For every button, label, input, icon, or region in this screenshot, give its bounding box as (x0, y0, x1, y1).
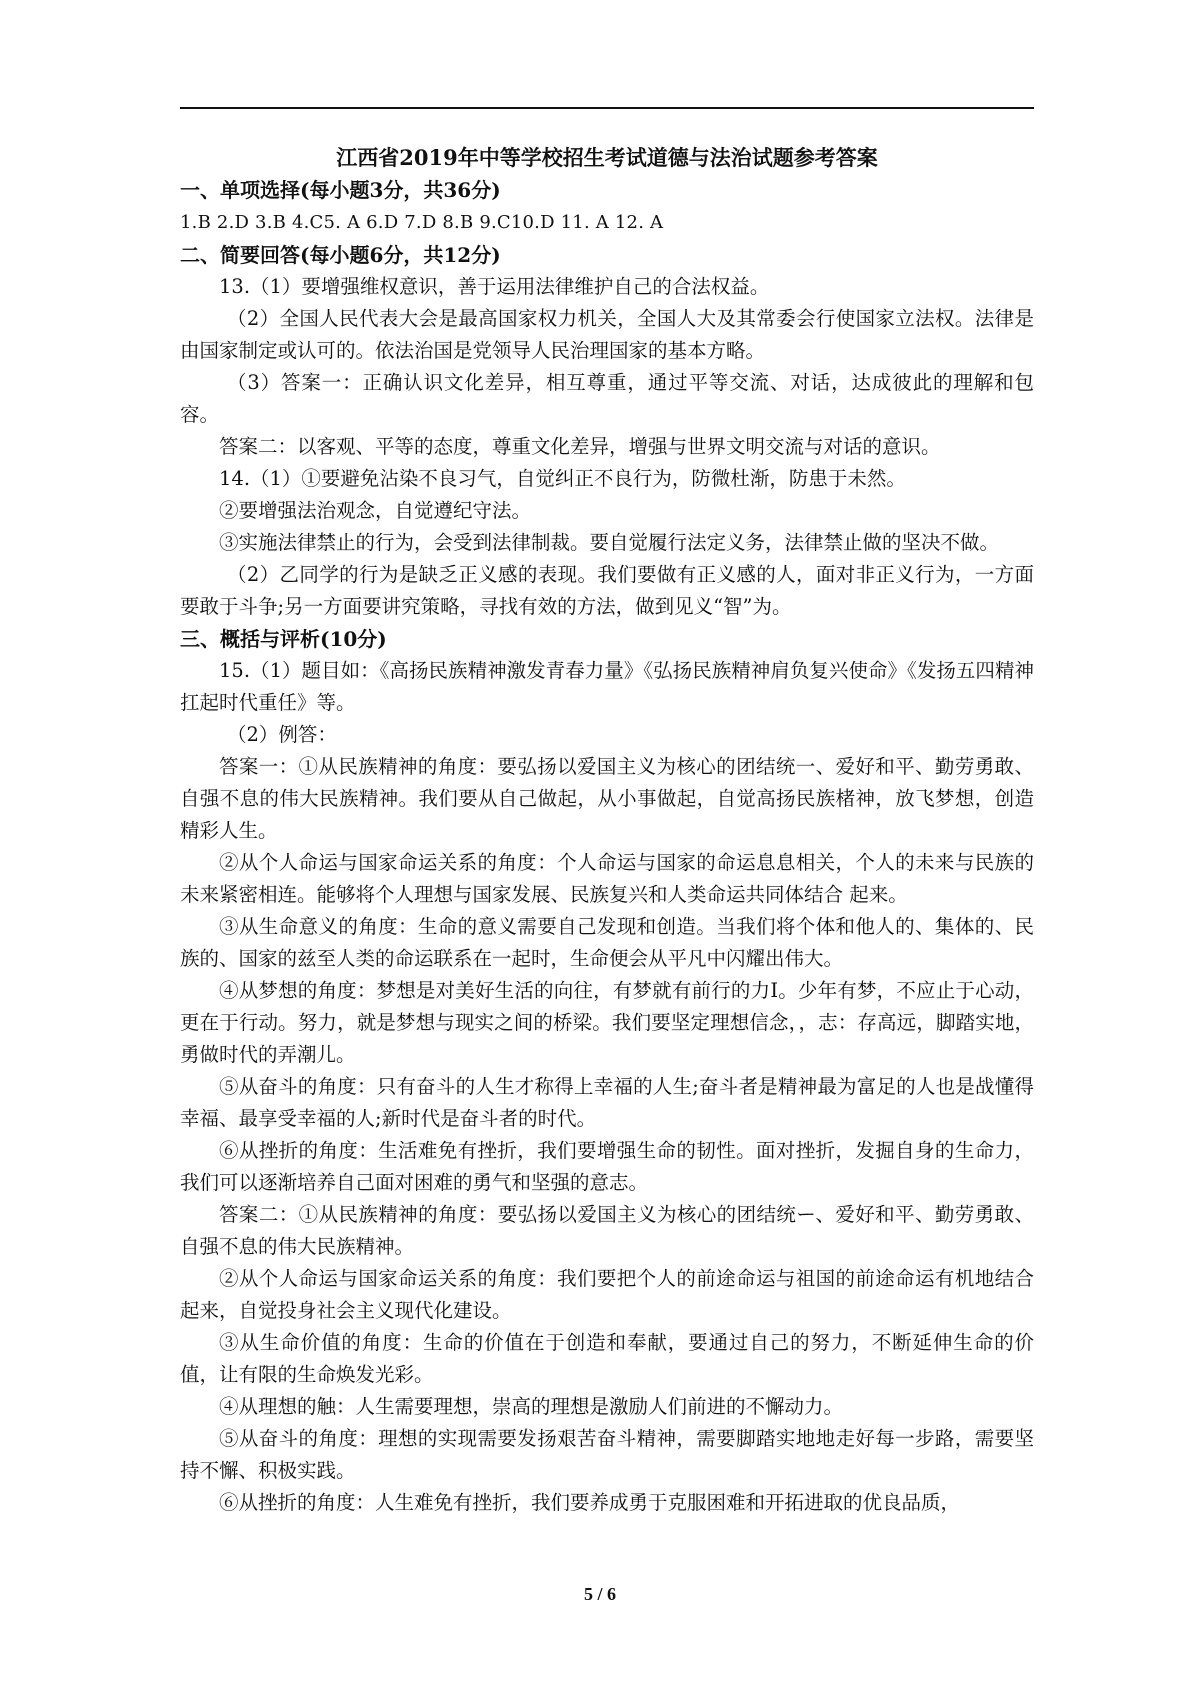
paragraph: （2）乙同学的行为是缺乏正义感的表现。我们要做有正义感的人，面对非正义行为，一方面要敢于斗争;另一方面要讲究策略，寻找有效的方法，做到见义“智”为。 (180, 563, 1034, 618)
paragraph: ⑤从奋斗的角度：理想的实现需要发扬艰苦奋斗精神，需要脚踏实地地走好每一步路，需要坚持不懈、积极实践。 (180, 1427, 1034, 1482)
paragraph: ③从生命意义的角度：生命的意义需要自己发现和创造。当我们将个体和他人的、集体的、民族的、国家的兹至人类的命运联系在一起时，生命便会从平凡中闪耀出伟大。 (180, 915, 1034, 970)
section-2-heading: 二、简要回答(每小题6分，共12分) (180, 243, 501, 267)
paragraph: （2）全国人民代表大会是最高国家权力机关，全国人大及其常委会行使国家立法权。法律是由国家制定或认可的。依法治国是党领导人民治理国家的基本方略。 (180, 307, 1034, 362)
document-title: 江西省2019年中等学校招生考试道德与法治试题参考答案 (336, 145, 878, 170)
section-1-heading: 一、单项选择(每小题3分，共36分) (180, 178, 501, 202)
paragraph: 答案一：①从民族精神的角度：要弘扬以爱国主义为核心的团结统一、爱好和平、勤劳勇敢、自强不息的伟大民族精神。我们要从自己做起，从小事做起，自觉高扬民族楮神，放飞梦想，创造精彩人生。 (180, 755, 1034, 842)
page-number: 5 / 6 (583, 1584, 616, 1604)
paragraph: 15.（1）题目如：《高扬民族精神激发青春力量》《弘扬民族精神肩负复兴使命》《发扬五四精神扛起时代重任》等。 (180, 659, 1034, 714)
paragraph: ②要增强法治观念，自觉遵纪守法。 (219, 499, 532, 522)
answer-key-line: 1.B 2.D 3.B 4.C5. A 6.D 7.D 8.B 9.C10.D 11. A 12. A (180, 212, 664, 233)
paragraph: ②从个人命运与国家命运关系的角度：个人命运与国家的命运息息相关，个人的未来与民族的未来紧密相连。能够将个人理想与国家发展、民族复兴和人类命运共同体结合 起来。 (180, 851, 1034, 906)
paragraph: 答案二：以客观、平等的态度，尊重文化差异，增强与世界文明交流与对话的意识。 (219, 435, 941, 458)
paragraph: ③实施法律禁止的行为，会受到法律制裁。要自觉履行法定义务，法律禁止做的坚决不做。 (219, 531, 1000, 554)
paragraph: ③从生命价值的角度：生命的价值在于创造和奉献，要通过自己的努力，不断延伸生命的价值，让有限的生命焕发光彩。 (180, 1331, 1034, 1386)
paragraph: ⑤从奋斗的角度：只有奋斗的人生才称得上幸福的人生;奋斗者是精神最为富足的人也是战懂得幸福、最享受幸福的人;新时代是奋斗者的时代。 (180, 1075, 1034, 1130)
section-3-heading: 三、概括与评析(10分) (180, 627, 387, 651)
paragraph: 14.（1）①要避免沾染不良习气，自觉纠正不良行为，防微杜渐，防患于未然。 (219, 467, 906, 490)
paragraph: （3）答案一：正确认识文化差异，相互尊重，通过平等交流、对话，达成彼此的理解和包容。 (180, 371, 1034, 426)
paragraph: （2）例答： (227, 723, 337, 746)
paragraph: ④从梦想的角度：梦想是对美好生活的向往，有梦就有前行的力I。少年有梦，不应止于心动，更在于行动。努力，就是梦想与现实之间的桥梁。我们要坚定理想信念，，志：存高远，脚踏实地，勇做时代的弄潮儿。 (180, 979, 1034, 1066)
paragraph: ⑥从挫折的角度：人生难免有挫折，我们要养成勇于克服困难和开拓进取的优良品质， (219, 1491, 961, 1514)
paragraph: ④从理想的触：人生需要理想，崇高的理想是激励人们前进的不懈动力。 (219, 1395, 844, 1418)
paragraph: 13.（1）要增强维权意识，善于运用法律维护自己的合法权益。 (219, 275, 770, 298)
paragraph: ②从个人命运与国家命运关系的角度：我们要把个人的前途命运与祖国的前途命运有机地结合起来，自觉投身社会主义现代化建设。 (180, 1267, 1034, 1322)
header-rule (180, 107, 1034, 109)
document-body (180, 141, 1034, 1519)
paragraph: 答案二：①从民族精神的角度：要弘扬以爱国主义为核心的团结统ー、爱好和平、勤劳勇敢、自强不息的伟大民族精神。 (180, 1203, 1034, 1258)
paragraph: ⑥从挫折的角度：生活难免有挫折，我们要增强生命的韧性。面对挫折，发掘自身的生命力，我们可以逐渐培养自己面对困难的勇气和坚强的意志。 (180, 1139, 1034, 1194)
